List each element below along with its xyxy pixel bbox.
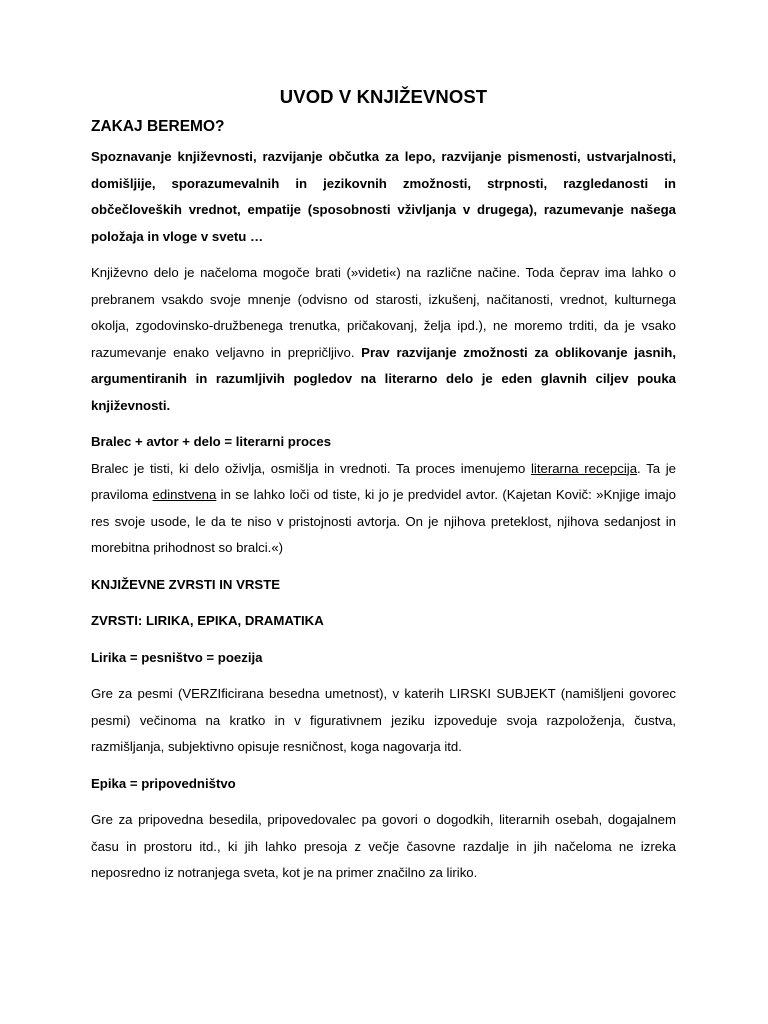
section-heading-why-read: ZAKAJ BEREMO? (91, 118, 225, 135)
epika-paragraph: Gre za pripovedna besedila, pripovedovalec pa govori o dogodkih, literarnih osebah, dogajalnem času in prostoru itd., ki jih lahko presoja z večje časovne razdalje in jih načeloma ne izreka neposredno iz notranjega sveta, kot je na primer značilno za liriko. (91, 812, 676, 880)
reading-paragraph-text: Književno delo je načeloma mogoče brati (»videti«) na različne načine. Toda čeprav ima lahko o prebranem vsakdo svoje mnenje (odvisno od starosti, izkušenj, načitanosti, vrednot, kulturnega okolja, zgodovinsko-družbenega trenutka, pričakovanj, želja ipd.), ne moremo trditi, da je vsako razumevanje enako veljavno in prepričljivo. (91, 265, 676, 360)
lirika-heading: Lirika = pesništvo = poezija (91, 649, 263, 665)
genres-heading: KNJIŽEVNE ZVRSTI IN VRSTE (91, 576, 281, 592)
term-edinstvena: edinstvena (152, 487, 217, 502)
lirika-paragraph: Gre za pesmi (VERZIficirana besedna umetnost), v katerih LIRSKI SUBJEKT (namišljeni govorec pesmi) večinoma na kratko in v figurativnem jeziku izpoveduje svoja razpoloženja, čustva, razmišljanja, subjektivno opisuje resničnost, koga nagovarja itd. (91, 686, 676, 754)
why-read-paragraph: Spoznavanje književnosti, razvijanje občutka za lepo, razvijanje pismenosti, ustvarjalnosti, domišljije, sporazumevalnih in jezikovnih zmožnosti, strpnosti, razgledanosti in občečloveških vrednot, empatije (sposobnosti vživljanja v drugega), razumevanje našega položaja in vloge v svetu … (91, 149, 676, 244)
document-page (91, 86, 676, 897)
reception-heading: Bralec + avtor + delo = literarni proces (91, 434, 332, 449)
reception-text-1: Bralec je tisti, ki delo oživlja, osmišlja in vrednoti. Ta proces imenujemo (91, 460, 531, 476)
epika-heading: Epika = pripovedništvo (91, 775, 236, 791)
genres-subheading: ZVRSTI: LIRIKA, EPIKA, DRAMATIKA (91, 613, 324, 628)
reading-paragraph (91, 260, 676, 419)
reading-paragraph-bold: Prav razvijanje zmožnosti za oblikovanje jasnih, argumentiranih in razumljivih pogledov na literarno delo je eden glavnih ciljev pouka književnosti. (91, 344, 676, 413)
reception-paragraph (91, 456, 676, 562)
term-literarna-recepcija: literarna recepcija (530, 460, 638, 476)
reception-text-3: in se lahko loči od tiste, ki jo je predvidel avtor. (Kajetan Kovič: »Knjige imajo res svoje usode, le da te niso v pristojnosti avtorja. On je njihova preteklost, njihova sedanjost in morebitna prihodnost so bralci.«) (91, 487, 676, 555)
reception-text-2: . Ta je praviloma (91, 460, 676, 502)
document-title: UVOD V KNJIŽEVNOST (279, 86, 488, 107)
